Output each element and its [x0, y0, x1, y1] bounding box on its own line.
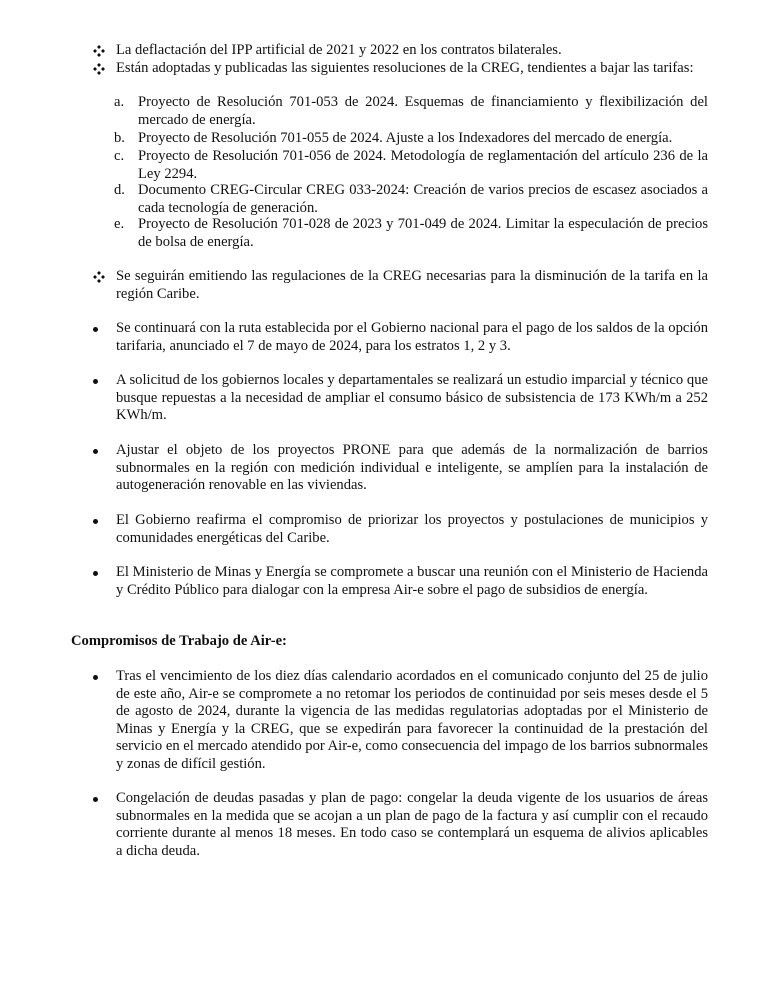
- section-heading: Compromisos de Trabajo de Air-e:: [71, 633, 287, 649]
- list-letter: b.: [114, 130, 125, 146]
- bullet-list-item: [116, 564, 708, 599]
- list-letter: c.: [114, 148, 125, 164]
- bullet-icon: [93, 519, 98, 524]
- bullet-list-item: [116, 512, 708, 547]
- resolution-item: [114, 130, 718, 148]
- resolution-item: [114, 148, 708, 183]
- bullet-list-item: [116, 790, 708, 860]
- bullet-icon: [93, 327, 98, 332]
- bullet-list-item: [116, 320, 708, 355]
- resolution-text: Documento CREG-Circular CREG 033-2024: Creación de varios precios de escasez asociados a cada tecnología de generación.: [138, 182, 708, 216]
- resolution-item: [114, 216, 708, 251]
- bullet-icon: [93, 449, 98, 454]
- diamond-item-text: La deflactación del IPP artificial de 2021 y 2022 en los contratos bilaterales.: [116, 42, 562, 58]
- bullet-text: Tras el vencimiento de los diez días calendario acordados en el comunicado conjunto del 25 de julio de este año, Air-e se compromete a no retomar los periodos de continuidad por seis meses desde el 5 de agosto de 2024, durante la vigencia de las medidas regulatorias adoptadas por el Ministerio de Minas y Energía y la CREG, que se expedirán para favorecer la continuidad de la prestación del servicio en el mercado atendido por Air-e, como consecuencia del impago de los barrios subnormales y zonas de difícil gestión.: [116, 668, 708, 772]
- resolution-text: Proyecto de Resolución 701-055 de 2024. Ajuste a los Indexadores del mercado de energía.: [138, 130, 673, 146]
- diamond-item-text: Se seguirán emitiendo las regulaciones de la CREG necesarias para la disminución de la tarifa en la región Caribe.: [116, 268, 708, 302]
- diamond-list-item: [116, 268, 708, 303]
- bullet-icon: [93, 571, 98, 576]
- bullet-list-item: [116, 442, 708, 495]
- diamond-list-item: [116, 42, 706, 60]
- diamond-list-item: [116, 60, 716, 78]
- resolution-text: Proyecto de Resolución 701-056 de 2024. Metodología de reglamentación del artículo 236 de la Ley 2294.: [138, 148, 708, 182]
- resolution-item: [114, 94, 708, 129]
- bullet-text: Ajustar el objeto de los proyectos PRONE para que además de la normalización de barrios subnormales en la región con medición individual e inteligente, se amplíen para la instalación de autogeneración renovable en las viviendas.: [116, 442, 708, 493]
- bullet-text: Congelación de deudas pasadas y plan de pago: congelar la deuda vigente de los usuarios de áreas subnormales en la medida que se acojan a un plan de pago de la factura y así cumplir con el recaudo corriente durante al menos 18 meses. En todo caso se contemplará un esquema de alivios aplicables a dicha deuda.: [116, 790, 708, 859]
- resolution-item: [114, 182, 708, 217]
- bullet-text: El Gobierno reafirma el compromiso de priorizar los proyectos y postulaciones de municipios y comunidades energéticas del Caribe.: [116, 512, 708, 546]
- bullet-list-item: [116, 372, 708, 425]
- list-letter: d.: [114, 182, 125, 198]
- bullet-text: A solicitud de los gobiernos locales y departamentales se realizará un estudio imparcial y técnico que busque repuestas a la necesidad de ampliar el consumo básico de subsistencia de 173 KWh/m a 252 KWh/m.: [116, 372, 708, 423]
- list-letter: a.: [114, 94, 125, 110]
- bullet-icon: [93, 797, 98, 802]
- list-letter: e.: [114, 216, 125, 232]
- bullet-list-item: [116, 668, 708, 773]
- resolution-text: Proyecto de Resolución 701-053 de 2024. Esquemas de financiamiento y flexibilización del mercado de energía.: [138, 94, 708, 128]
- bullet-text: El Ministerio de Minas y Energía se compromete a buscar una reunión con el Ministerio de Hacienda y Crédito Público para dialogar con la empresa Air-e sobre el pago de subsidios de energía.: [116, 564, 708, 598]
- diamond-bullet-icon: [93, 45, 105, 57]
- diamond-bullet-icon: [93, 271, 105, 283]
- bullet-icon: [93, 379, 98, 384]
- bullet-icon: [93, 675, 98, 680]
- diamond-item-text: Están adoptadas y publicadas las siguientes resoluciones de la CREG, tendientes a bajar las tarifas:: [116, 60, 694, 76]
- bullet-text: Se continuará con la ruta establecida por el Gobierno nacional para el pago de los saldos de la opción tarifaria, anunciado el 7 de mayo de 2024, para los estratos 1, 2 y 3.: [116, 320, 708, 354]
- diamond-bullet-icon: [93, 63, 105, 75]
- resolution-text: Proyecto de Resolución 701-028 de 2023 y 701-049 de 2024. Limitar la especulación de precios de bolsa de energía.: [138, 216, 708, 250]
